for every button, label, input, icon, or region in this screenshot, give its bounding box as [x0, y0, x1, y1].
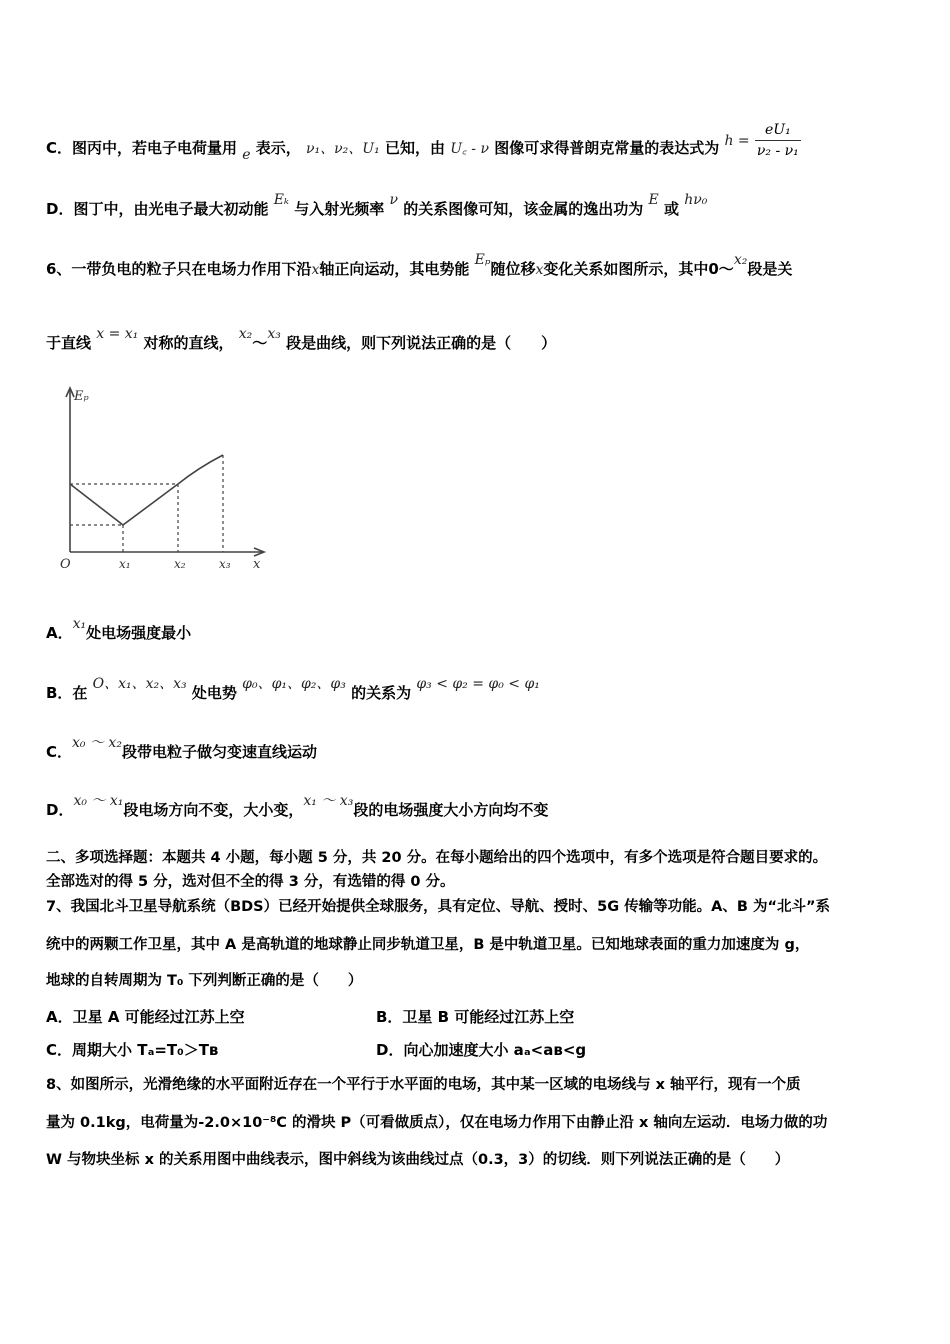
question-6-option-d: D．x₀ ～ x₁段电场方向不变，大小变，x₁ ～ x₃段的电场强度大小方向均不变 [46, 793, 549, 819]
planck-formula: $\frac{\text{eU₁}}{\text{ν₂ - ν₁}}$ [756, 122, 799, 159]
question-7-option-c: C．周期大小 Tₐ=T₀＞Tʙ [46, 1041, 219, 1059]
tick-label-x3: x₃ [219, 557, 231, 571]
question-6-option-c: C．x₀ ～ x₂段带电粒子做匀变速直线运动 [46, 735, 317, 761]
section-2-heading-2: 全部选对的得 5 分，选对但不全的得 3 分，有选错的得 0 分。 [46, 874, 455, 890]
question-6-line-2: 于直线 x = x₁ 对称的直线， x₂～x₃ 段是曲线，则下列说法正确的是（ ） [46, 326, 557, 352]
question-7-line-1: 7、我国北斗卫星导航系统（BDS）已经开始提供全球服务，具有定位、导航、授时、5G 传输等功能。A、B 为“北斗”系 [46, 899, 831, 915]
question-7-line-3: 地球的自转周期为 T₀ 下列判断正确的是（ ） [46, 973, 363, 989]
origin-label: O [60, 557, 71, 572]
option-d-prev: D．图丁中，由光电子最大初动能 Eₖ 与入射光频率 ν 的关系图像可知，该金属的逸出功为 E 或 hν₀ [46, 192, 708, 218]
question-6-option-b: B．在 O、x₁、x₂、x₃ 处电势 φ₀、φ₁、φ₂、φ₃ 的关系为 φ₃ < φ₂ = φ₀ < φ₁ [46, 676, 540, 702]
section-2-heading-1: 二、多项选择题：本题共 4 小题，每小题 5 分，共 20 分。在每小题给出的四个选项中，有多个选项是符合题目要求的。 [46, 850, 828, 866]
tick-label-x1: x₁ [119, 557, 131, 571]
question-8-line-3: W 与物块坐标 x 的关系用图中曲线表示，图中斜线为该曲线过点（0.3，3）的切线．则下列说法正确的是（ ） [46, 1152, 790, 1168]
question-8-line-1: 8、如图所示，光滑绝缘的水平面附近存在一个平行于水平面的电场，其中某一区域的电场线与 x 轴平行，现有一个质 [46, 1077, 801, 1093]
question-6-line-1: 6、一带负电的粒子只在电场力作用下沿x轴正向运动，其电势能 Eₚ随位移x变化关系如图所示，其中0～x₂段是关 [46, 252, 793, 278]
question-7-option-b: B．卫星 B 可能经过江苏上空 [376, 1008, 575, 1026]
ep-curve [70, 484, 178, 525]
x-axis-label: x [253, 557, 261, 572]
ep-x-graph [48, 380, 278, 580]
question-8-line-2: 量为 0.1kg，电荷量为-2.0×10⁻⁸C 的滑块 P（可看做质点），仅在电场力作用下由静止沿 x 轴向左运动．电场力做的功 [46, 1115, 828, 1131]
question-7-option-a: A．卫星 A 可能经过江苏上空 [46, 1008, 245, 1026]
option-c-prev: C．图丙中，若电子电荷量用 e 表示， ν₁、ν₂、U₁ 已知，由 U꜀ - ν 图像可求得普朗克常量的表达式为 h = $\frac{\text{eU₁}}{\text{ν₂ - ν₁}}$ [46, 122, 799, 163]
ep-curve-tail [178, 455, 223, 484]
y-axis-label: Eₚ [74, 389, 89, 404]
question-7-option-d: D．向心加速度大小 aₐ<aʙ<g [376, 1041, 587, 1059]
question-7-line-2: 统中的两颗工作卫星，其中 A 是高轨道的地球静止同步轨道卫星，B 是中轨道卫星。已知地球表面的重力加速度为 g， [46, 937, 810, 953]
question-6-option-a: A．x₁处电场强度最小 [46, 616, 192, 642]
tick-label-x2: x₂ [174, 557, 186, 571]
